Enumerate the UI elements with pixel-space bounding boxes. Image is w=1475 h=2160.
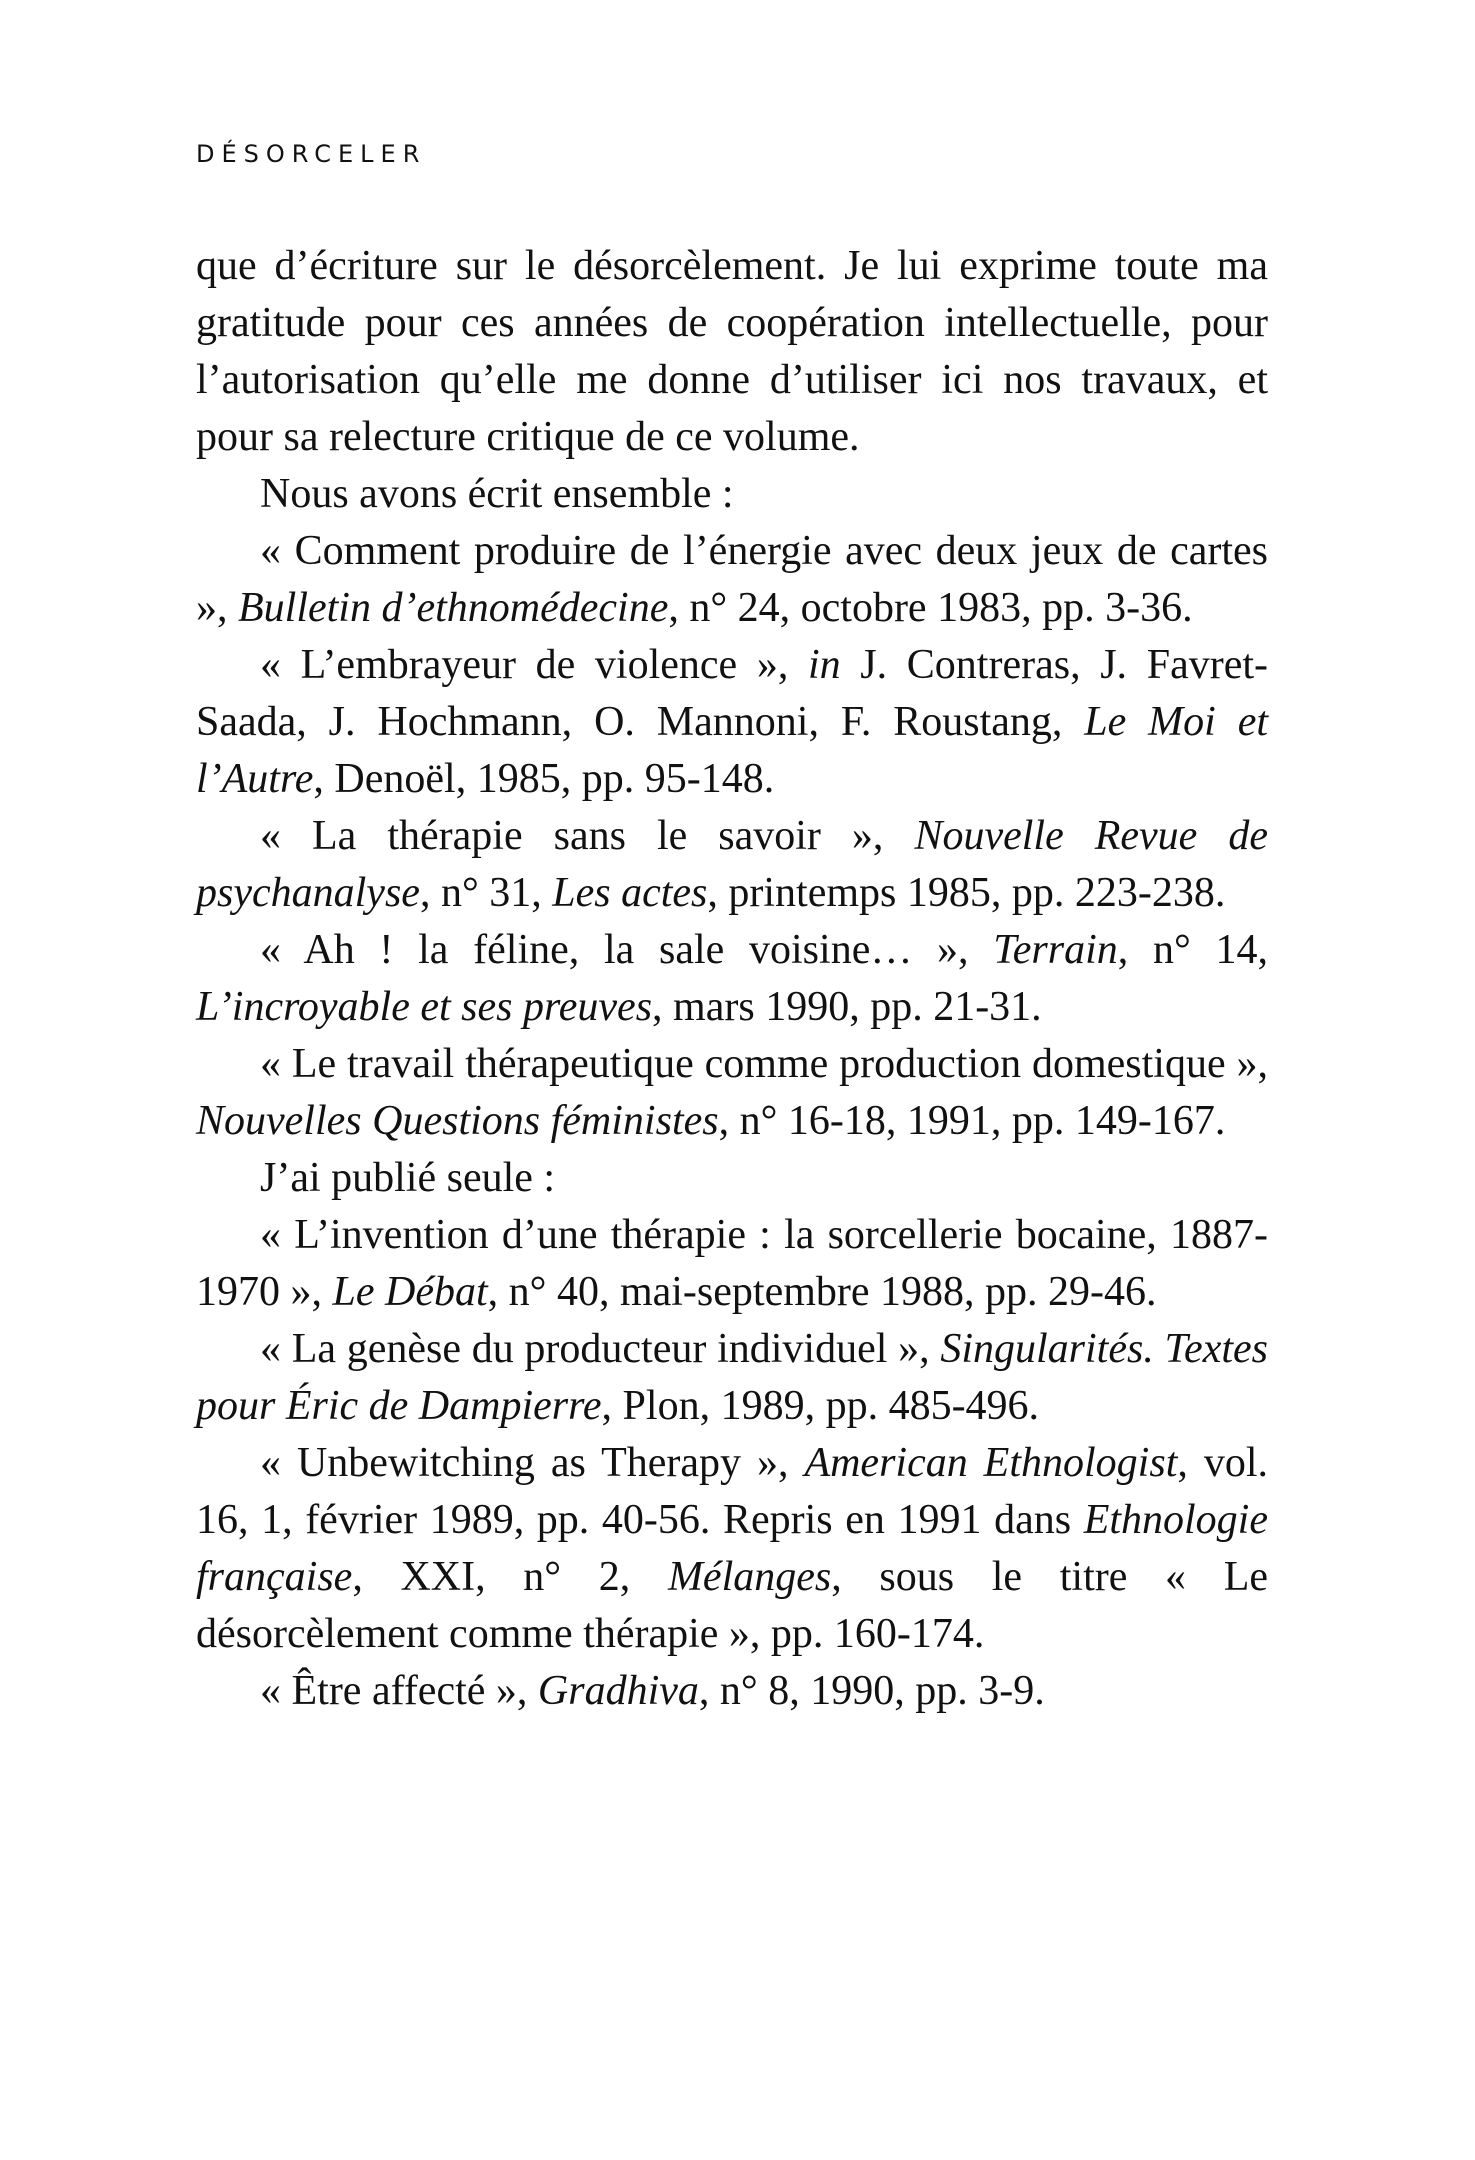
italic-title: Le Débat	[332, 1269, 488, 1315]
italic-title: Nouvelles Questions féministes	[196, 1098, 719, 1144]
italic-title: L’incroyable et ses preuves	[196, 984, 653, 1030]
paragraph	[196, 922, 1268, 1036]
text-run: , n° 31,	[419, 870, 553, 916]
paragraph-continued	[196, 238, 1268, 466]
italic-title: Ethnologie française	[196, 1497, 1268, 1600]
text-run: , n° 14,	[1117, 927, 1269, 973]
text-run: , Plon, 1989, pp. 485-496.	[601, 1383, 1040, 1429]
paragraph	[196, 808, 1268, 922]
running-head: DÉSORCELER	[196, 140, 427, 168]
text-run: « Comment produire de l’énergie avec deux jeux de cartes »,	[196, 528, 1268, 631]
text-run: , XXI, n° 2,	[352, 1554, 668, 1600]
text-run: « L’invention d’une thérapie : la sorcellerie bocaine, 1887-1970 »,	[196, 1212, 1268, 1315]
text-run: J’ai publié seule :	[260, 1155, 556, 1201]
text-run: « L’embrayeur de violence »,	[260, 642, 808, 688]
paragraph	[196, 1207, 1268, 1321]
paragraph	[196, 466, 1268, 523]
italic-title: American Ethnologist	[804, 1440, 1178, 1486]
paragraph	[196, 637, 1268, 808]
italic-title: Mélanges	[667, 1554, 832, 1600]
text-run: , n° 24, octobre 1983, pp. 3-36.	[668, 585, 1193, 631]
italic-title: Le Moi et l’Autre	[196, 699, 1269, 802]
paragraph	[196, 1150, 1268, 1207]
text-run: , n° 40, mai-septembre 1988, pp. 29-46.	[487, 1269, 1157, 1315]
text-run: , printemps 1985, pp. 223-238.	[707, 870, 1226, 916]
paragraph	[196, 1036, 1268, 1150]
text-run: « Unbewitching as Therapy »,	[260, 1440, 805, 1486]
text-run: « Le travail thérapeutique comme production domestique »,	[260, 1041, 1268, 1087]
text-run: , sous le titre « Le désorcèlement comme thérapie », pp. 160-174.	[196, 1554, 1268, 1657]
paragraph	[196, 1321, 1268, 1435]
text-run: « La genèse du producteur individuel »,	[260, 1326, 941, 1372]
text-run: , vol. 16, 1, février 1989, pp. 40-56. Repris en 1991 dans	[196, 1440, 1269, 1543]
text-run: « La thérapie sans le savoir »,	[260, 813, 915, 859]
italic-title: Bulletin d’ethnomédecine	[238, 585, 669, 631]
text-run: « Ah ! la féline, la sale voisine… »,	[260, 927, 994, 973]
text-run: , n° 8, 1990, pp. 3-9.	[698, 1668, 1045, 1714]
italic-title: Terrain	[993, 927, 1118, 973]
italic-title: in	[807, 642, 841, 688]
text-run: que d’écriture sur le désorcèlement. Je lui exprime toute ma gratitude pour ces années de coopération intellectuelle, pour l’autorisation qu’elle me donne d’utiliser ici nos travaux, et pour sa relecture critique de ce volume.	[196, 243, 1268, 460]
text-run: J. Contreras, J. Favret-Saada, J. Hochmann, O. Mannoni, F. Roustang,	[196, 642, 1268, 745]
body-text	[196, 238, 1268, 1720]
text-run: , n° 16-18, 1991, pp. 149-167.	[718, 1098, 1226, 1144]
text-run: Nous avons écrit ensemble :	[260, 471, 734, 517]
italic-title: Gradhiva	[537, 1668, 699, 1714]
text-run: , Denoël, 1985, pp. 95-148.	[313, 756, 775, 802]
italic-title: Nouvelle Revue de psychanalyse	[196, 813, 1268, 916]
text-run: « Être affecté »,	[260, 1668, 538, 1714]
text-run: , mars 1990, pp. 21-31.	[652, 984, 1042, 1030]
paragraph	[196, 1435, 1268, 1663]
italic-title: Singularités. Textes pour Éric de Dampierre	[196, 1326, 1268, 1429]
paragraph	[196, 523, 1268, 637]
paragraph	[196, 1663, 1268, 1720]
italic-title: Les actes	[552, 870, 708, 916]
